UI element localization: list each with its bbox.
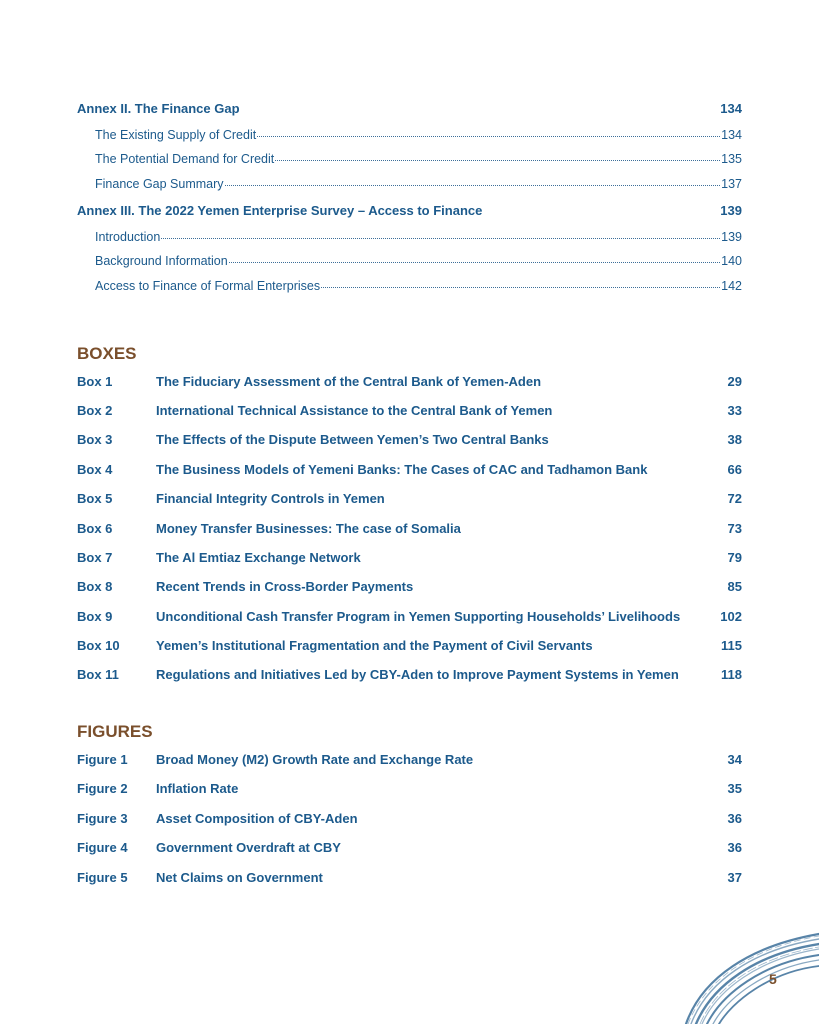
subentry-title: The Existing Supply of Credit <box>95 128 257 142</box>
entry-page: 38 <box>727 432 742 447</box>
entry-title: Yemen’s Institutional Fragmentation and the Payment of Civil Servants <box>156 638 593 653</box>
page-number: 5 <box>769 971 777 987</box>
box-entry[interactable] <box>77 550 742 565</box>
entry-number: Box 2 <box>77 403 113 418</box>
figure-entry[interactable] <box>77 811 742 826</box>
figure-entry[interactable] <box>77 781 742 796</box>
box-entry[interactable] <box>77 432 742 447</box>
entry-page: 34 <box>727 752 742 767</box>
entry-number: Box 7 <box>77 550 113 565</box>
box-entry[interactable] <box>77 579 742 594</box>
entry-title: Regulations and Initiatives Led by CBY-Aden to Improve Payment Systems in Yemen <box>156 667 679 682</box>
entry-title: The Effects of the Dispute Between Yemen’s Two Central Banks <box>156 432 549 447</box>
annex-page: 139 <box>720 203 742 218</box>
toc-subentry[interactable] <box>95 230 742 244</box>
dot-leader <box>161 237 720 239</box>
entry-page: 29 <box>727 374 742 389</box>
subentry-page: 135 <box>721 152 742 166</box>
annex-page: 134 <box>720 101 742 116</box>
figure-entry[interactable] <box>77 840 742 855</box>
subentry-title: Background Information <box>95 254 228 268</box>
entry-title: Inflation Rate <box>156 781 239 796</box>
toc-subentry[interactable] <box>95 177 742 191</box>
entry-number: Box 9 <box>77 609 113 624</box>
toc-subentry[interactable] <box>95 279 742 293</box>
box-entry[interactable] <box>77 374 742 389</box>
entry-title: The Al Emtiaz Exchange Network <box>156 550 361 565</box>
subentry-title: Introduction <box>95 230 161 244</box>
box-entry[interactable] <box>77 521 742 536</box>
entry-page: 118 <box>721 667 742 682</box>
entry-number: Box 6 <box>77 521 113 536</box>
entry-page: 73 <box>727 521 742 536</box>
entry-number: Figure 3 <box>77 811 128 826</box>
dot-leader <box>229 261 720 263</box>
toc-subentry[interactable] <box>95 254 742 268</box>
entry-number: Box 3 <box>77 432 113 447</box>
toc-annex-heading[interactable] <box>77 203 742 218</box>
subentry-page: 137 <box>721 177 742 191</box>
entry-number: Figure 5 <box>77 870 128 885</box>
entry-number: Figure 4 <box>77 840 128 855</box>
entry-page: 102 <box>720 609 742 624</box>
entry-page: 36 <box>727 840 742 855</box>
entry-number: Box 10 <box>77 638 120 653</box>
box-entry[interactable] <box>77 462 742 477</box>
box-entry[interactable] <box>77 638 742 653</box>
entry-title: Asset Composition of CBY-Aden <box>156 811 358 826</box>
boxes-heading: BOXES <box>77 344 137 363</box>
entry-number: Box 11 <box>77 667 119 682</box>
subentry-title: The Potential Demand for Credit <box>95 152 275 166</box>
entry-number: Box 4 <box>77 462 113 477</box>
toc-subentry[interactable] <box>95 152 742 166</box>
entry-page: 115 <box>721 638 742 653</box>
entry-title: The Fiduciary Assessment of the Central Bank of Yemen-Aden <box>156 374 542 389</box>
figures-heading: FIGURES <box>77 722 153 741</box>
dot-leader <box>275 159 720 161</box>
entry-title: Unconditional Cash Transfer Program in Yemen Supporting Households’ Livelihoods <box>156 609 681 624</box>
subentry-page: 140 <box>721 254 742 268</box>
entry-title: Financial Integrity Controls in Yemen <box>156 491 385 506</box>
entry-page: 37 <box>727 870 742 885</box>
box-entry[interactable] <box>77 403 742 418</box>
entry-page: 85 <box>727 579 742 594</box>
entry-number: Box 5 <box>77 491 113 506</box>
subentry-page: 134 <box>721 128 742 142</box>
figure-entry[interactable] <box>77 752 742 767</box>
annex-title: Annex II. The Finance Gap <box>77 101 240 116</box>
toc-annex-heading[interactable] <box>77 101 742 116</box>
entry-page: 72 <box>727 491 742 506</box>
entry-title: The Business Models of Yemeni Banks: The Cases of CAC and Tadhamon Bank <box>156 462 648 477</box>
subentry-title: Finance Gap Summary <box>95 177 224 191</box>
entry-page: 66 <box>727 462 742 477</box>
dot-leader <box>257 135 720 137</box>
dot-leader <box>321 286 720 288</box>
entry-title: Net Claims on Government <box>156 870 323 885</box>
entry-title: International Technical Assistance to the Central Bank of Yemen <box>156 403 553 418</box>
annex-title: Annex III. The 2022 Yemen Enterprise Survey – Access to Finance <box>77 203 483 218</box>
entry-page: 35 <box>727 781 742 796</box>
entry-title: Broad Money (M2) Growth Rate and Exchange Rate <box>156 752 474 767</box>
entry-number: Figure 1 <box>77 752 128 767</box>
entry-title: Recent Trends in Cross-Border Payments <box>156 579 414 594</box>
entry-title: Money Transfer Businesses: The case of Somalia <box>156 521 461 536</box>
entry-title: Government Overdraft at CBY <box>156 840 341 855</box>
subentry-title: Access to Finance of Formal Enterprises <box>95 279 321 293</box>
entry-page: 33 <box>727 403 742 418</box>
entry-page: 79 <box>727 550 742 565</box>
subentry-page: 139 <box>721 230 742 244</box>
box-entry[interactable] <box>77 609 742 624</box>
toc-subentry[interactable] <box>95 128 742 142</box>
entry-number: Figure 2 <box>77 781 128 796</box>
brush-swirl-decoration <box>680 930 819 1024</box>
box-entry[interactable] <box>77 491 742 506</box>
entry-number: Box 8 <box>77 579 113 594</box>
entry-page: 36 <box>727 811 742 826</box>
figure-entry[interactable] <box>77 870 742 885</box>
entry-number: Box 1 <box>77 374 113 389</box>
subentry-page: 142 <box>721 279 742 293</box>
dot-leader <box>225 184 721 186</box>
box-entry[interactable] <box>77 667 742 682</box>
